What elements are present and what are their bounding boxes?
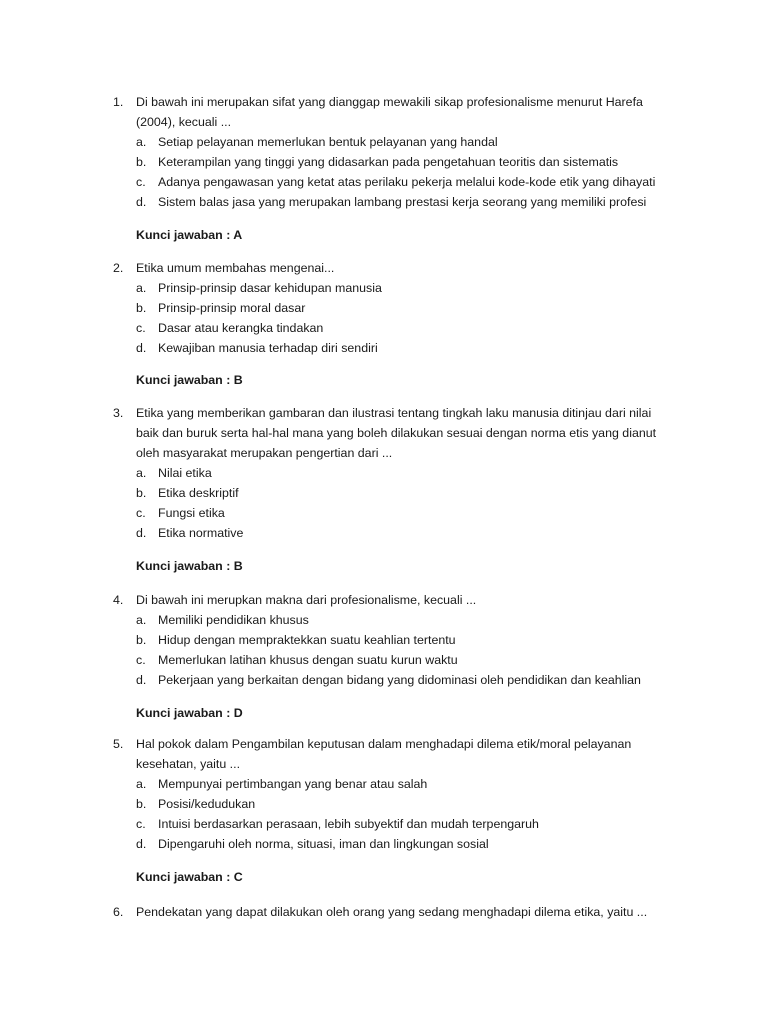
question-text	[136, 258, 676, 278]
question-line: Etika umum membahas mengenai...	[136, 261, 335, 275]
option-a	[0, 774, 768, 794]
option-letter: b.	[136, 155, 147, 169]
answer-key: Kunci jawaban : B	[136, 373, 243, 387]
question-text	[136, 403, 676, 463]
option-letter: d.	[136, 673, 147, 687]
question-text	[136, 590, 676, 610]
option-text: Setiap pelayanan memerlukan bentuk pelayanan yang handal	[158, 135, 498, 149]
option-letter: a.	[136, 466, 147, 480]
option-text: Hidup dengan mempraktekkan suatu keahlian tertentu	[158, 633, 456, 647]
option-letter: c.	[136, 175, 146, 189]
option-text: Intuisi berdasarkan perasaan, lebih subyektif dan mudah terpengaruh	[158, 817, 539, 831]
option-text: Memiliki pendidikan khusus	[158, 613, 309, 627]
question-number: 5.	[113, 737, 124, 751]
option-text: Dasar atau kerangka tindakan	[158, 321, 324, 335]
option-c	[0, 814, 768, 834]
answer-key: Kunci jawaban : D	[136, 706, 243, 720]
option-letter: b.	[136, 797, 147, 811]
option-text: Mempunyai pertimbangan yang benar atau salah	[158, 777, 428, 791]
question-text	[136, 902, 676, 922]
option-letter: a.	[136, 777, 147, 791]
option-text: Etika deskriptif	[158, 486, 239, 500]
option-letter: a.	[136, 135, 147, 149]
option-letter: a.	[136, 613, 147, 627]
option-text: Prinsip-prinsip dasar kehidupan manusia	[158, 281, 382, 295]
option-d	[0, 834, 768, 854]
question-line: Di bawah ini merupkan makna dari profesionalisme, kecuali ...	[136, 593, 477, 607]
question-text	[136, 92, 676, 132]
option-letter: b.	[136, 633, 147, 647]
option-d	[0, 670, 768, 690]
option-text: Keterampilan yang tinggi yang didasarkan pada pengetahuan teoritis dan sistematis	[158, 155, 619, 169]
option-d	[0, 338, 768, 358]
option-letter: a.	[136, 281, 147, 295]
question-line: kesehatan, yaitu ...	[136, 757, 241, 771]
question-line: baik dan buruk serta hal-hal mana yang boleh dilakukan sesuai dengan norma etis yang dianut	[136, 426, 657, 440]
option-letter: d.	[136, 526, 147, 540]
option-text: Posisi/kedudukan	[158, 797, 256, 811]
option-c	[0, 650, 768, 670]
option-letter: c.	[136, 817, 146, 831]
question-number: 2.	[113, 261, 124, 275]
option-letter: d.	[136, 837, 147, 851]
option-letter: b.	[136, 301, 147, 315]
option-c	[0, 318, 768, 338]
option-b	[0, 483, 768, 503]
option-a	[0, 278, 768, 298]
question-line: Di bawah ini merupakan sifat yang dianggap mewakili sikap profesionalisme menurut Harefa	[136, 95, 643, 109]
question-number: 4.	[113, 593, 124, 607]
option-a	[0, 463, 768, 483]
option-d	[0, 192, 768, 212]
answer-key: Kunci jawaban : C	[136, 870, 243, 884]
question-line: Hal pokok dalam Pengambilan keputusan dalam menghadapi dilema etik/moral pelayanan	[136, 737, 632, 751]
option-text: Sistem balas jasa yang merupakan lambang prestasi kerja seorang yang memiliki profesi	[158, 195, 647, 209]
option-b	[0, 630, 768, 650]
option-text: Kewajiban manusia terhadap diri sendiri	[158, 341, 378, 355]
option-text: Nilai etika	[158, 466, 212, 480]
question-line: Pendekatan yang dapat dilakukan oleh orang yang sedang menghadapi dilema etika, yaitu ...	[136, 905, 648, 919]
option-text: Etika normative	[158, 526, 244, 540]
option-text: Dipengaruhi oleh norma, situasi, iman dan lingkungan sosial	[158, 837, 489, 851]
answer-key: Kunci jawaban : A	[136, 228, 243, 242]
option-letter: c.	[136, 506, 146, 520]
question-line: (2004), kecuali ...	[136, 115, 232, 129]
option-text: Prinsip-prinsip moral dasar	[158, 301, 306, 315]
option-a	[0, 610, 768, 630]
option-c	[0, 172, 768, 192]
question-line: oleh masyarakat merupakan pengertian dari ...	[136, 446, 393, 460]
option-text: Pekerjaan yang berkaitan dengan bidang yang didominasi oleh pendidikan dan keahlian	[158, 673, 641, 687]
option-letter: c.	[136, 653, 146, 667]
option-text: Adanya pengawasan yang ketat atas perilaku pekerja melalui kode-kode etik yang dihayati	[158, 175, 656, 189]
question-line: Etika yang memberikan gambaran dan ilustrasi tentang tingkah laku manusia ditinjau dari nilai	[136, 406, 652, 420]
question-text	[136, 734, 676, 774]
option-letter: d.	[136, 341, 147, 355]
question-number: 3.	[113, 406, 124, 420]
option-c	[0, 503, 768, 523]
option-b	[0, 298, 768, 318]
question-number: 1.	[113, 95, 124, 109]
question-number: 6.	[113, 905, 124, 919]
option-b	[0, 152, 768, 172]
option-letter: b.	[136, 486, 147, 500]
option-letter: d.	[136, 195, 147, 209]
option-text: Fungsi etika	[158, 506, 225, 520]
option-letter: c.	[136, 321, 146, 335]
option-text: Memerlukan latihan khusus dengan suatu kurun waktu	[158, 653, 458, 667]
answer-key: Kunci jawaban : B	[136, 559, 243, 573]
option-b	[0, 794, 768, 814]
option-a	[0, 132, 768, 152]
option-d	[0, 523, 768, 543]
